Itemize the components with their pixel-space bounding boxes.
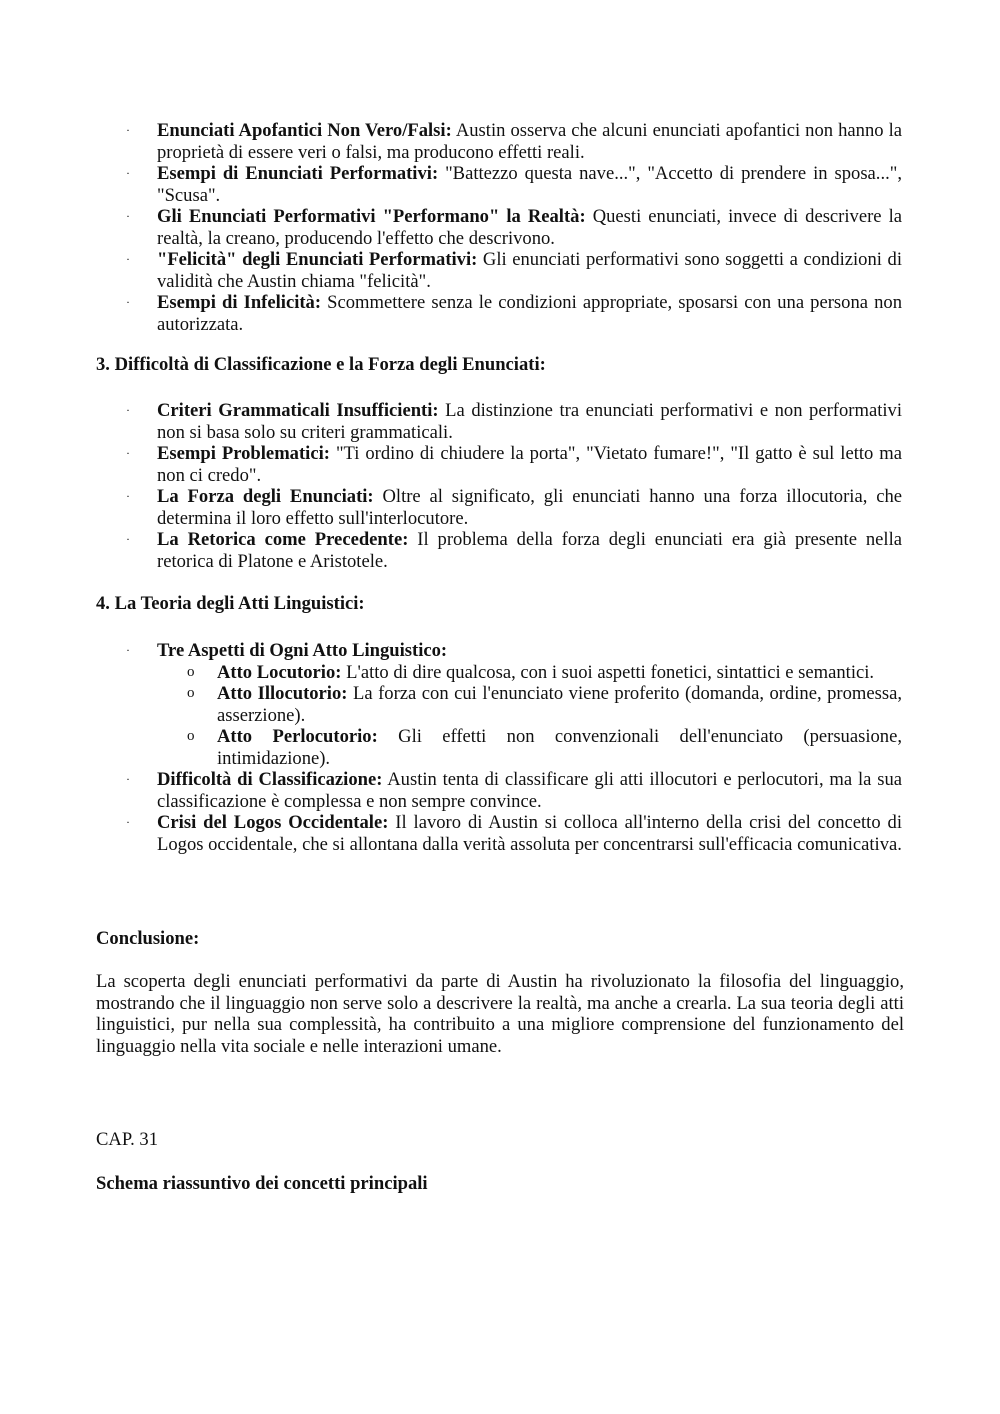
sub-list-item: o Atto Illocutorio: La forza con cui l'enunciato viene proferito (domanda, ordine, promessa, asserzione). (187, 683, 902, 726)
bullet-dot: · (126, 643, 130, 657)
list-item: · "Felicità" degli Enunciati Performativi: Gli enunciati performativi sono soggetti a condizioni di validità che Austin chiama "felicità". (126, 249, 902, 292)
bullet-dot: · (126, 209, 130, 223)
list-item: · Esempi Problematici: "Ti ordino di chiudere la porta", "Vietato fumare!", "Il gatto è sul letto ma non ci credo". (126, 443, 903, 486)
list-item: · La Forza degli Enunciati: Oltre al significato, gli enunciati hanno una forza illocutoria, che determina il loro effetto sull'interlocutore. (126, 486, 903, 529)
list-item: · Esempi di Infelicità: Scommettere senza le condizioni appropriate, sposarsi con una persona non autorizzata. (126, 292, 902, 335)
conclusion-heading: Conclusione: (96, 928, 200, 949)
list-item: · Gli Enunciati Performativi "Performano" la Realtà: Questi enunciati, invece di descrivere la realtà, la creano, producendo l'effetto che descrivono. (126, 206, 902, 249)
chapter-label: CAP. 31 (96, 1129, 158, 1150)
sub-list-item: o Atto Perlocutorio: Gli effetti non convenzionali dell'enunciato (persuasione, intimidazione). (187, 726, 903, 769)
circle-bullet: o (187, 685, 195, 701)
bullet-dot: · (126, 489, 130, 503)
list-item: · Difficoltà di Classificazione: Austin tenta di classificare gli atti illocutori e perlocutori, ma la sua classificazione è complessa e non sempre convince. (126, 769, 902, 812)
list-performative-intro (0, 120, 902, 335)
conclusion-paragraph: La scoperta degli enunciati performativi da parte di Austin ha rivoluzionato la filosofia del linguaggio, mostrando che il linguaggio non serve solo a descrivere la realtà, ma anche a crearla. La sua teoria degli atti linguistici, pur nella sua complessità, ha contribuito a una migliore comprensione del funzionamento del linguaggio nella vita sociale e nelle interazioni umane. (96, 971, 904, 1057)
list-item: · Enunciati Apofantici Non Vero/Falsi: Austin osserva che alcuni enunciati apofantici non hanno la proprietà di essere veri o falsi, ma producono effetti reali. (126, 120, 902, 163)
bullet-dot: · (126, 403, 130, 417)
bullet-dot: · (126, 532, 130, 546)
bullet-dot: · (126, 815, 130, 829)
bullet-dot: · (126, 295, 130, 309)
circle-bullet: o (187, 663, 195, 680)
bullet-dot: · (126, 252, 130, 266)
list-item: · Esempi di Enunciati Performativi: "Battezzo questa nave...", "Accetto di prendere in sposa...", "Scusa". (126, 163, 902, 206)
sub-list (157, 662, 902, 770)
list-speech-acts (0, 640, 902, 855)
section-heading-3: 3. Difficoltà di Classificazione e la Forza degli Enunciati: (96, 354, 546, 375)
list-item: · Tre Aspetti di Ogni Atto Linguistico: o Atto Locutorio: L'atto di dire qualcosa, con i suoi aspetti fonetici, sintattici e semantici. o Atto Illocutorio: La forza con cui l'enunciato viene proferito (domanda, ordine, promessa, asserzione). o Atto Perlocutorio: Gli effetti non convenzionali dell'enunciato (persuasione, intimidazione). (126, 640, 903, 769)
chapter-title: Schema riassuntivo dei concetti principali (96, 1173, 428, 1194)
list-item: · La Retorica come Precedente: Il problema della forza degli enunciati era già presente nella retorica di Platone e Aristotele. (126, 529, 902, 572)
circle-bullet: o (187, 728, 195, 744)
bullet-dot: · (126, 446, 130, 460)
section-heading-4: 4. La Teoria degli Atti Linguistici: (96, 593, 365, 614)
list-classification (0, 400, 902, 572)
sub-list-item: o Atto Locutorio: L'atto di dire qualcosa, con i suoi aspetti fonetici, sintattici e semantici. (187, 661, 875, 683)
list-item: · Criteri Grammaticali Insufficienti: La distinzione tra enunciati performativi e non performativi non si basa solo su criteri grammaticali. (126, 400, 902, 443)
bullet-dot: · (126, 123, 130, 137)
list-item: · Crisi del Logos Occidentale: Il lavoro di Austin si colloca all'interno della crisi del concetto di Logos occidentale, che si allontana dalla verità assoluta per concentrarsi sull'efficacia comunicativa. (126, 812, 903, 855)
bullet-dot: · (126, 772, 130, 786)
bullet-dot: · (126, 166, 130, 180)
